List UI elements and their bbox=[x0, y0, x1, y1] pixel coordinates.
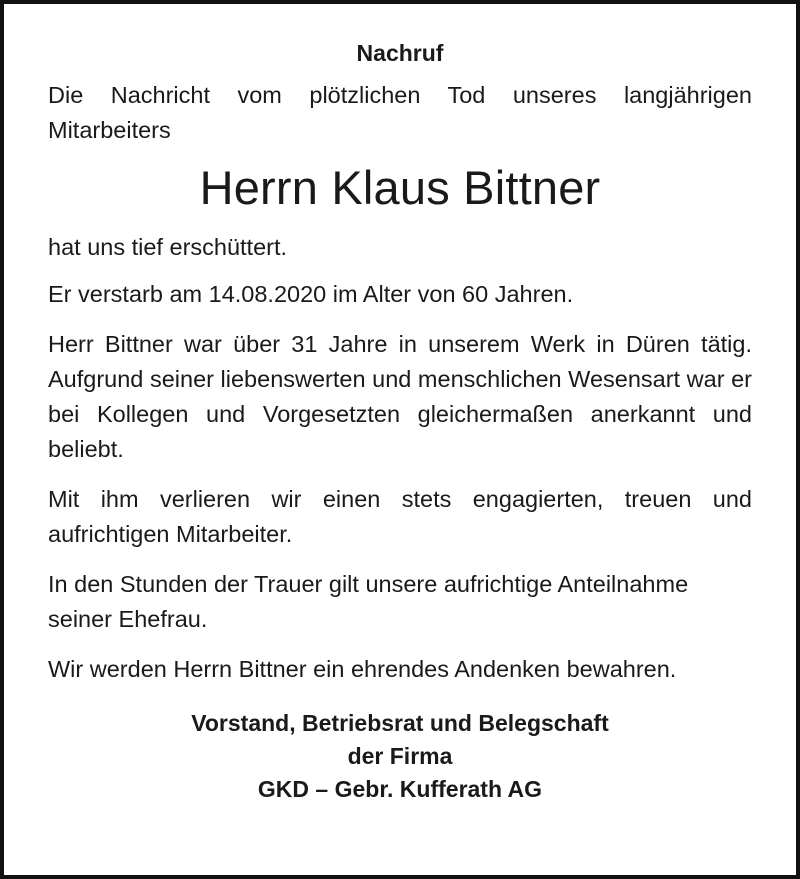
paragraph-shock: hat uns tief erschüttert. bbox=[48, 234, 288, 260]
signature-line-company-intro: der Firma bbox=[347, 743, 453, 769]
paragraph-death-date: Er verstarb am 14.08.2020 im Alter von 60 Jahren. bbox=[48, 281, 574, 307]
paragraph-condolence: In den Stunden der Trauer gilt unsere aufrichtige Anteilnahme seiner Ehefrau. bbox=[48, 571, 689, 632]
signature-block bbox=[48, 707, 752, 806]
paragraph-remembrance: Wir werden Herrn Bittner ein ehrendes Andenken bewahren. bbox=[48, 656, 677, 682]
signature-line-groups: Vorstand, Betriebsrat und Belegschaft bbox=[191, 710, 609, 736]
intro-text: Die Nachricht vom plötzlichen Tod unseres langjährigen Mitarbeiters bbox=[48, 82, 752, 143]
paragraph-career: Herr Bittner war über 31 Jahre in unserem Werk in Düren tätig. Aufgrund seiner liebenswerten und menschlichen Wesensart war er bei Kollegen und Vorgesetzten gleichermaßen anerkannt und beliebt. bbox=[48, 331, 752, 462]
paragraph-loss: Mit ihm verlieren wir einen stets engagierten, treuen und aufrichtigen Mitarbeiter. bbox=[48, 486, 752, 547]
deceased-name: Herrn Klaus Bittner bbox=[199, 161, 601, 214]
signature-line-company-name: GKD – Gebr. Kufferath AG bbox=[257, 776, 543, 802]
notice-heading: Nachruf bbox=[356, 40, 444, 66]
